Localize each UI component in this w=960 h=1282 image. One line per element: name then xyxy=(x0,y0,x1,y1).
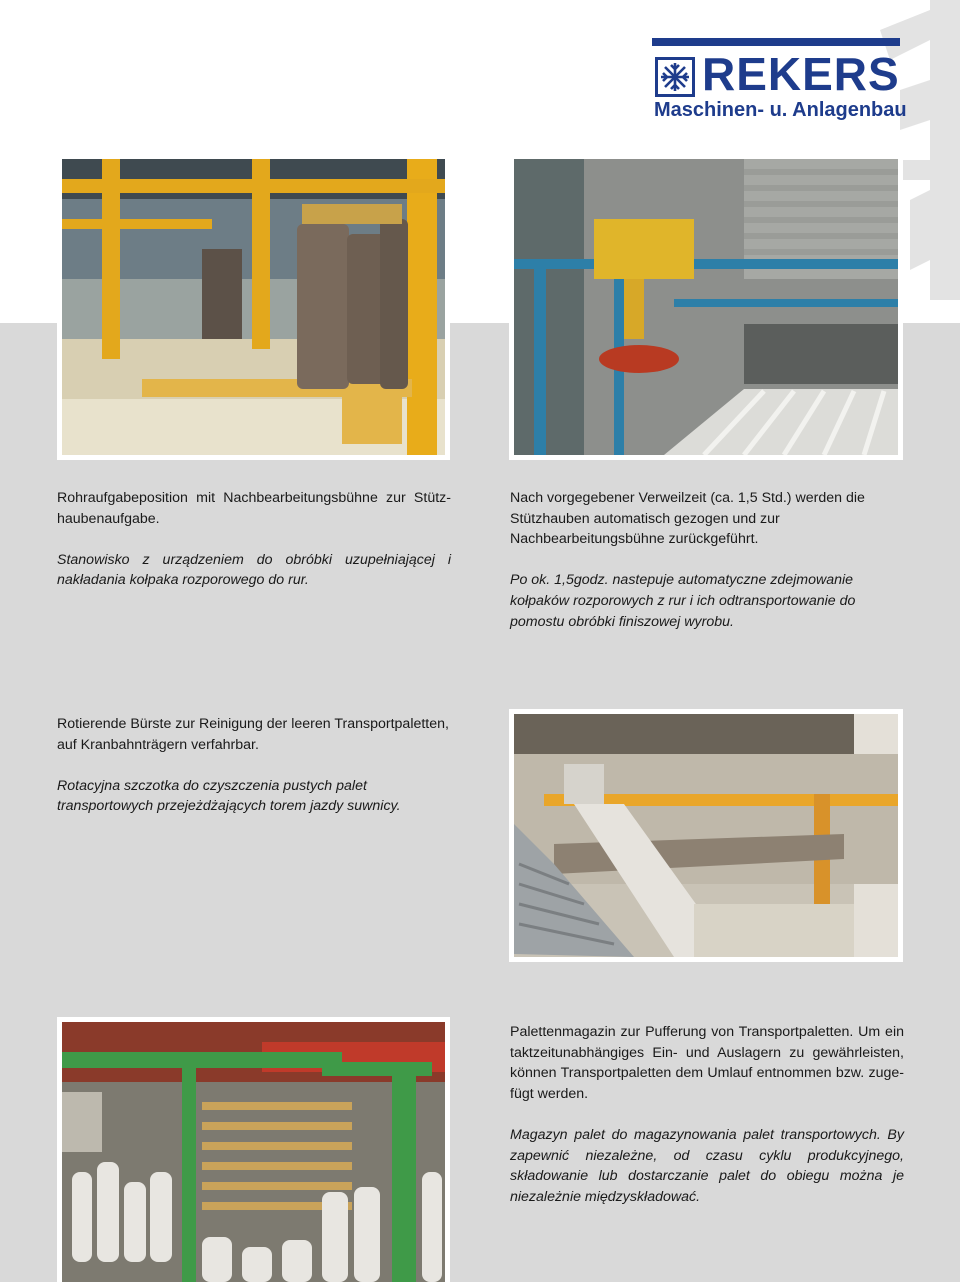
caption-pl: Stanowisko z urządzeniem do obróbki uzupełniającej i nakładania kołpaka rozporowego do rur. xyxy=(57,551,451,589)
caption-pallet-magazine xyxy=(510,1022,904,1207)
caption-hood-removal xyxy=(510,488,904,632)
caption-de: Palettenmagazin zur Pufferung von Transportpaletten. Um ein taktzeitunabhängiges Ein- und Auslagern zu gewährleisten, können Transportpaletten dem Umlauf entnommen bzw. zugefügt werden. xyxy=(510,1024,904,1102)
logo-bar xyxy=(652,38,900,46)
caption-pipe-loading xyxy=(57,488,451,591)
logo-subtitle: Maschinen- u. Anlagenbau xyxy=(654,99,907,121)
photo-rotating-brush xyxy=(509,709,903,962)
caption-de: Nach vorgegebener Verweilzeit (ca. 1,5 Std.) werden die Stützhauben automatisch gezogen und zur Nachbearbeitungsbühne zurückgeführt. xyxy=(510,490,865,548)
caption-de: Rohraufgabeposition mit Nachbearbeitungsbühne zur Stützhaubenaufgabe. xyxy=(57,490,451,527)
logo-brand-name: REKERS xyxy=(702,48,900,100)
caption-pl: Rotacyjna szczotka do czyszczenia pustych palet transportowych przejeżdżających torem jazdy suwnicy. xyxy=(57,777,401,815)
photo-support-hood-removal xyxy=(509,154,903,460)
snowflake-emblem-icon xyxy=(654,56,696,98)
rekers-logo xyxy=(652,38,907,124)
caption-pl: Magazyn palet do magazynowania palet transportowych. By zapewnić niezależne, od czasu cyklu produkcyjnego, składowanie lub dostarczanie palet do obiegu można je niezależnie międzyskładować. xyxy=(510,1126,904,1205)
caption-de: Rotierende Bürste zur Reinigung der leeren Transportpaletten, auf Kranbahnträgern verfahrbar. xyxy=(57,716,449,753)
caption-pl: Po ok. 1,5godz. nastepuje automatyczne zdejmowanie kołpaków rozporowych z rur i ich odtransportowanie do pomostu obróbki finiszowej wyrobu. xyxy=(510,572,856,630)
photo-pipe-loading-position xyxy=(57,154,450,460)
photo-pallet-magazine xyxy=(57,1017,450,1282)
caption-rotating-brush xyxy=(57,714,451,817)
